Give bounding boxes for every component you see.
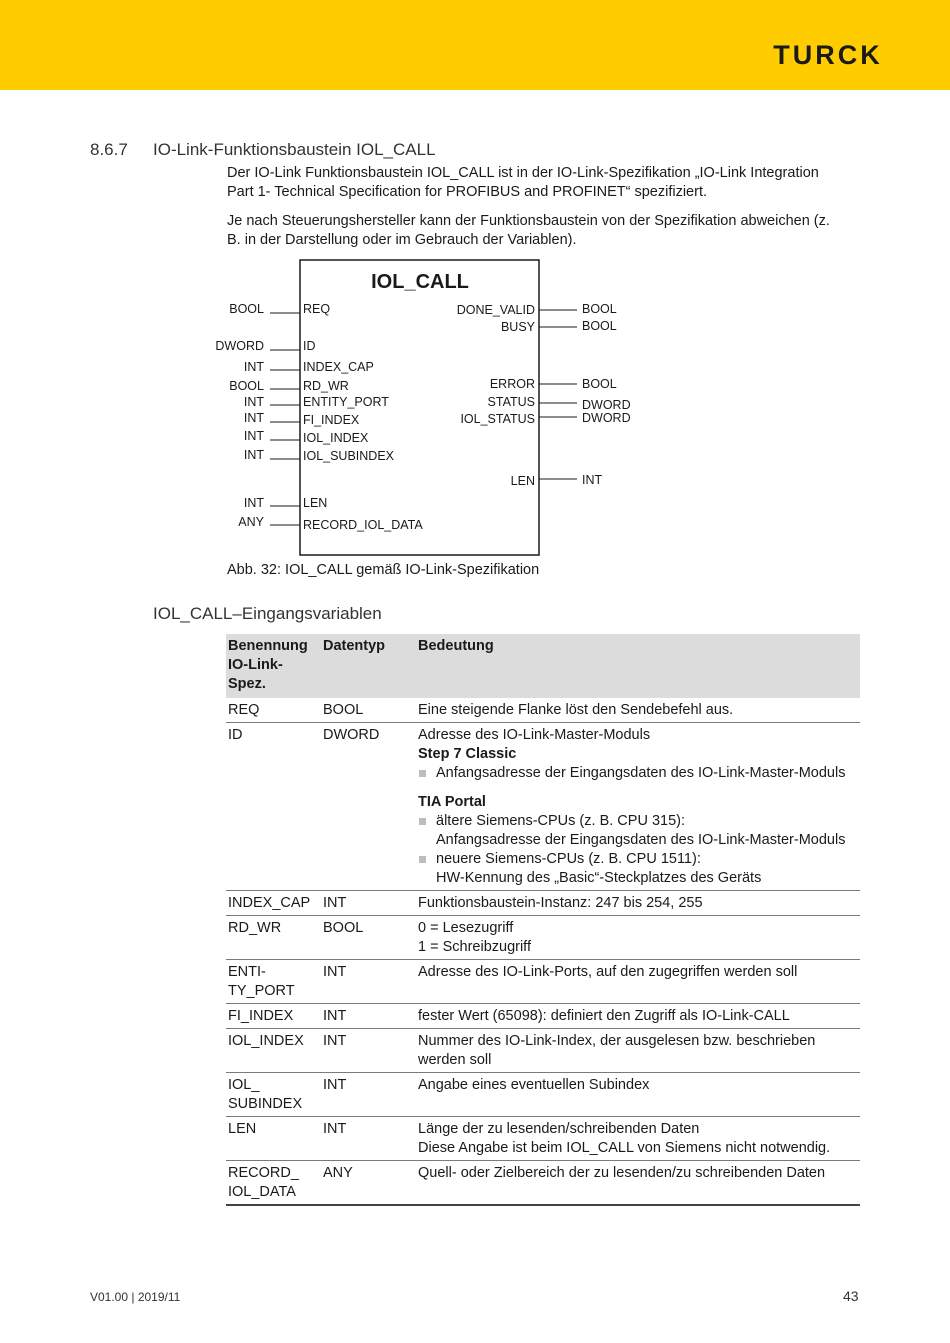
cell-meaning-line2: Diese Angabe ist beim IOL_CALL von Siemens nicht notwendig. (418, 1140, 831, 1156)
tia-title: TIA Portal (418, 794, 486, 810)
input-type-id: DWORD (215, 339, 264, 353)
cell-meaning (416, 1029, 860, 1073)
output-type-iol-status: DWORD (582, 411, 631, 425)
deviation-paragraph: Je nach Steuerungshersteller kann der Funktionsbaustein von der Spezifikation abweichen (z. B. in der Darstellung oder im Gebrauch der Variablen). (227, 213, 830, 248)
cell-type: BOOL (321, 698, 416, 723)
input-lines (270, 313, 300, 525)
input-types (215, 302, 264, 529)
tia-bullet-older-line2: Anfangsadresse der Eingangsdaten des IO-Link-Master-Moduls (436, 832, 846, 848)
cell-type: INT (321, 891, 416, 916)
cell-meaning: Quell- oder Zielbereich der zu lesenden/zu schreibenden Daten (416, 1161, 860, 1206)
input-name-req: REQ (303, 302, 331, 316)
step7-title: Step 7 Classic (418, 746, 517, 762)
cell-meaning-line1: Nummer des IO-Link-Index, der ausgelesen bzw. beschrieben (418, 1033, 816, 1049)
input-type-fi-index: INT (243, 411, 264, 425)
cell-name: REQ (226, 698, 321, 723)
table-row (226, 1073, 860, 1117)
cell-name-line1: RECORD_ (228, 1165, 299, 1181)
input-name-iol-index: IOL_INDEX (303, 431, 369, 445)
tia-bullet-older (418, 812, 858, 850)
cell-meaning (416, 916, 860, 960)
input-type-index-cap: INT (243, 360, 264, 374)
header-name-line2: IO-Link-Spez. (228, 657, 283, 692)
table-row (226, 1004, 860, 1029)
cell-meaning (416, 1117, 860, 1161)
cell-name-line2: IOL_DATA (228, 1184, 296, 1200)
table-row (226, 698, 860, 723)
header-type: Datentyp (321, 634, 416, 698)
turck-logo-text: TURCK (773, 40, 883, 70)
input-variables-table (226, 634, 860, 1206)
output-name-done-valid: DONE_VALID (456, 303, 535, 317)
output-lines (539, 310, 577, 479)
input-type-req: BOOL (229, 302, 264, 316)
tia-bullet-newer-line2: HW-Kennung des „Basic“-Steckplatzes des Geräts (436, 870, 762, 886)
cell-type: BOOL (321, 916, 416, 960)
output-type-error: BOOL (582, 377, 617, 391)
cell-name-line1: IOL_ (228, 1077, 260, 1093)
cell-name (226, 1161, 321, 1206)
footer-version: V01.00 | 2019/11 (90, 1290, 181, 1304)
rdwr-read: 0 = Lesezugriff (418, 920, 514, 936)
input-type-record-iol-data: ANY (238, 515, 264, 529)
cell-meaning: Angabe eines eventuellen Subindex (416, 1073, 860, 1117)
cell-name: INDEX_CAP (226, 891, 321, 916)
table-row (226, 1161, 860, 1206)
table-row (226, 723, 860, 891)
iol-call-diagram (215, 255, 635, 560)
header-meaning: Bedeutung (416, 634, 860, 698)
output-name-status: STATUS (487, 395, 535, 409)
cell-meaning (416, 723, 860, 891)
cell-name: RD_WR (226, 916, 321, 960)
cell-meaning: Funktionsbaustein-Instanz: 247 bis 254, 255 (416, 891, 860, 916)
cell-name (226, 960, 321, 1004)
figure-caption: Abb. 32: IOL_CALL gemäß IO-Link-Spezifikation (227, 562, 540, 578)
output-name-error: ERROR (489, 377, 535, 391)
turck-logo (740, 36, 916, 76)
cell-type: ANY (321, 1161, 416, 1206)
input-type-iol-index: INT (243, 429, 264, 443)
table-row (226, 1029, 860, 1073)
output-name-iol-status: IOL_STATUS (460, 412, 535, 426)
output-name-busy: BUSY (500, 320, 535, 334)
table-row (226, 960, 860, 1004)
table-header-row (226, 634, 860, 698)
cell-name: ID (226, 723, 321, 891)
cell-name-line2: SUBINDEX (228, 1096, 303, 1112)
cell-name: LEN (226, 1117, 321, 1161)
input-name-id: ID (303, 339, 316, 353)
cell-type: INT (321, 1029, 416, 1073)
input-name-record-iol-data: RECORD_IOL_DATA (303, 518, 423, 532)
input-type-rd-wr: BOOL (229, 379, 264, 393)
cell-type: DWORD (321, 723, 416, 891)
tia-bullet-newer (418, 850, 858, 888)
cell-meaning: Eine steigende Flanke löst den Sendebefehl aus. (416, 698, 860, 723)
input-name-rd-wr: RD_WR (303, 379, 349, 393)
output-type-status: DWORD (582, 398, 631, 412)
input-name-index-cap: INDEX_CAP (303, 360, 374, 374)
header-name-line1: Benennung (228, 638, 308, 654)
section-title: IO-Link-Funktionsbaustein IOL_CALL (153, 140, 436, 159)
cell-meaning-line1: Länge der zu lesenden/schreibenden Daten (418, 1121, 700, 1137)
cell-meaning: fester Wert (65098): definiert den Zugriff als IO-Link-CALL (416, 1004, 860, 1029)
table-row (226, 891, 860, 916)
rdwr-write: 1 = Schreibzugriff (418, 939, 531, 955)
cell-name-line1: ENTI- (228, 964, 266, 980)
output-type-done-valid: BOOL (582, 302, 617, 316)
output-type-busy: BOOL (582, 319, 617, 333)
cell-meaning-line2: werden soll (418, 1052, 492, 1068)
table-heading: IOL_CALL–Eingangsvariablen (153, 604, 382, 623)
cell-name: FI_INDEX (226, 1004, 321, 1029)
cell-name: IOL_INDEX (226, 1029, 321, 1073)
page-number: 43 (843, 1288, 859, 1304)
output-type-len: INT (582, 473, 603, 487)
input-type-entity-port: INT (243, 395, 264, 409)
tia-bullet-newer-line1: neuere Siemens-CPUs (z. B. CPU 1511): (436, 851, 701, 867)
cell-name-line2: TY_PORT (228, 983, 295, 999)
cell-meaning: Adresse des IO-Link-Ports, auf den zugegriffen werden soll (416, 960, 860, 1004)
cell-type: INT (321, 960, 416, 1004)
input-name-fi-index: FI_INDEX (303, 413, 360, 427)
cell-type: INT (321, 1004, 416, 1029)
cell-type: INT (321, 1117, 416, 1161)
function-block-title: IOL_CALL (371, 271, 469, 293)
input-type-iol-subindex: INT (243, 448, 264, 462)
intro-paragraph: Der IO-Link Funktionsbaustein IOL_CALL ist in der IO-Link-Spezifikation „IO-Link Integration Part 1- Technical Specification for PROFIBUS and PROFINET“ spezifiziert. (227, 165, 819, 200)
output-types (582, 302, 631, 487)
section-number: 8.6.7 (90, 140, 128, 159)
input-name-entity-port: ENTITY_PORT (303, 395, 389, 409)
output-name-len: LEN (510, 474, 535, 488)
tia-bullet-older-line1: ältere Siemens-CPUs (z. B. CPU 315): (436, 813, 685, 829)
table-row (226, 916, 860, 960)
table-row (226, 1117, 860, 1161)
input-type-len: INT (243, 496, 264, 510)
header-name (226, 634, 321, 698)
step7-bullet: Anfangsadresse der Eingangsdaten des IO-Link-Master-Moduls (418, 764, 858, 783)
id-meaning-text: Adresse des IO-Link-Master-Moduls (418, 727, 651, 743)
cell-name (226, 1073, 321, 1117)
cell-type: INT (321, 1073, 416, 1117)
input-name-len: LEN (303, 496, 328, 510)
input-name-iol-subindex: IOL_SUBINDEX (303, 449, 395, 463)
